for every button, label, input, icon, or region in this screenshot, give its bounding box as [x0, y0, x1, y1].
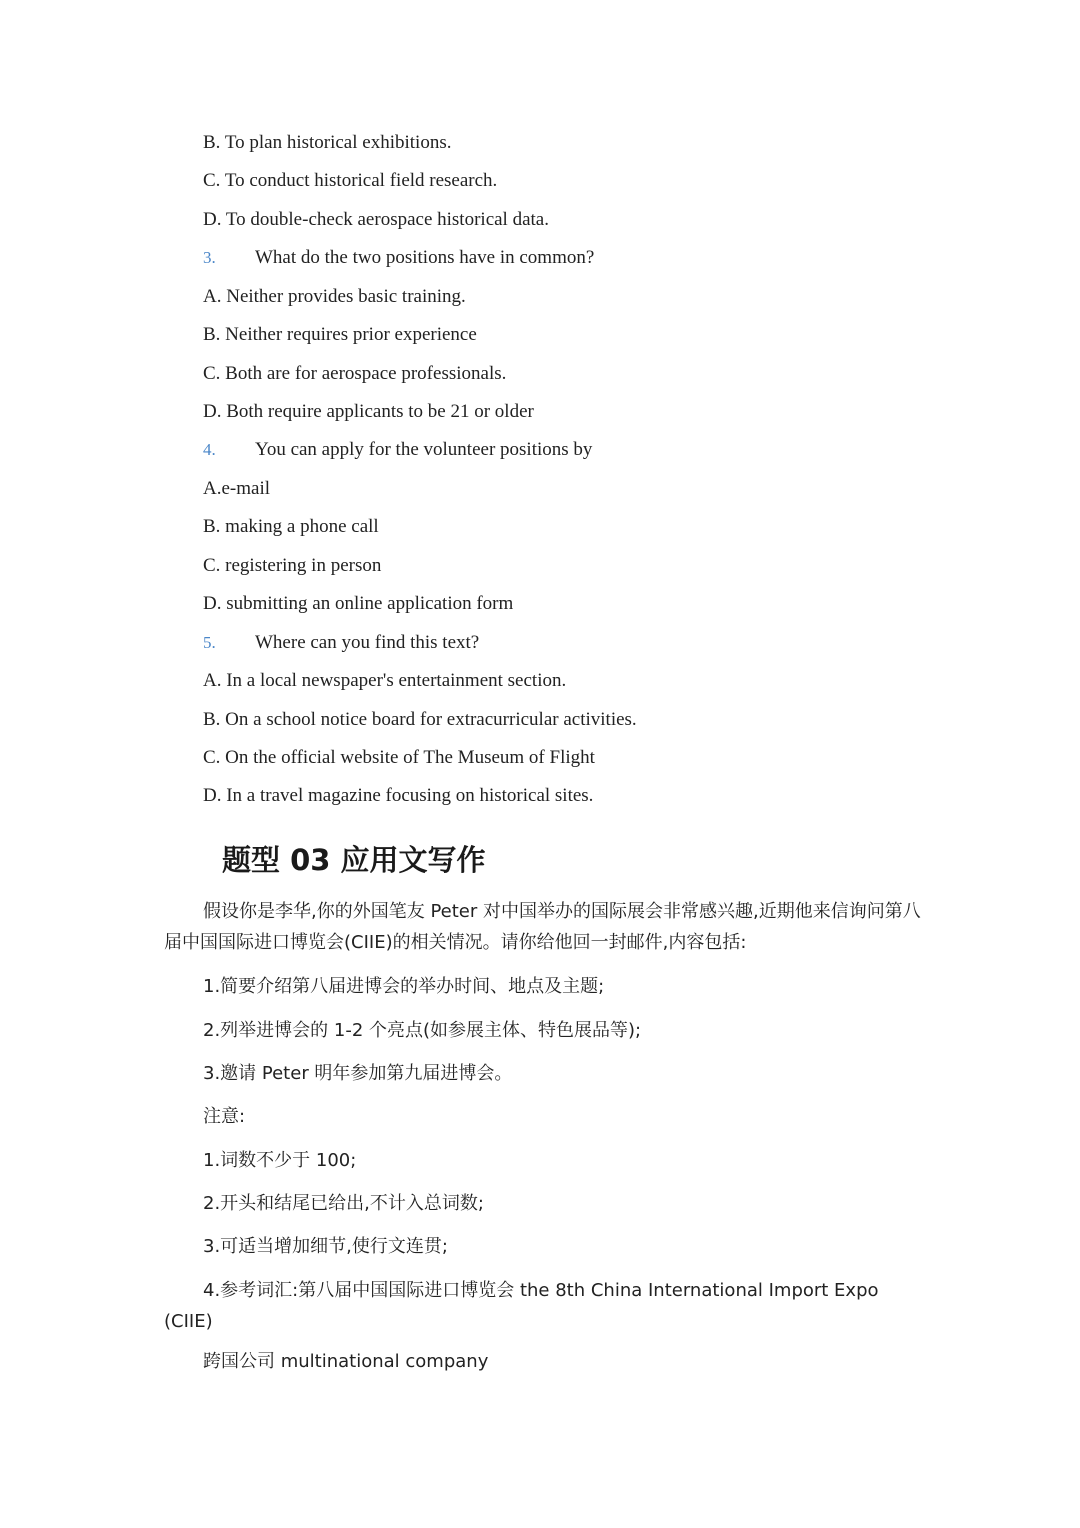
q4-option-d: D. submitting an online application form	[203, 593, 514, 614]
q3-option-b: B. Neither requires prior experience	[203, 324, 477, 345]
q3-question: What do the two positions have in common?	[255, 247, 595, 268]
writing-prompt-intro: 假设你是李华,你的外国笔友 Peter 对中国举办的国际展会非常感兴趣,近期他来信询问第八届中国国际进口博览会(CIIE)的相关情况。请你给他回一封邮件,内容包括:	[164, 901, 921, 953]
note-3: 3.可适当增加细节,使行文连贯;	[203, 1236, 448, 1257]
q4-number: 4.	[203, 440, 216, 459]
q5-option-a: A. In a local newspaper's entertainment section.	[203, 670, 567, 691]
notice-label: 注意:	[203, 1106, 246, 1127]
q2-option-b: B. To plan historical exhibitions.	[203, 132, 452, 153]
q4-option-c: C. registering in person	[203, 555, 382, 576]
vocab-extra: 跨国公司 multinational company	[203, 1351, 489, 1372]
q5-option-b: B. On a school notice board for extracurricular activities.	[203, 709, 637, 730]
q4-question: You can apply for the volunteer positions by	[255, 439, 593, 460]
content-point-2: 2.列举进博会的 1-2 个亮点(如参展主体、特色展品等);	[203, 1020, 642, 1041]
q2-option-c: C. To conduct historical field research.	[203, 170, 498, 191]
q3-option-d: D. Both require applicants to be 21 or older	[203, 401, 534, 422]
q5-option-d: D. In a travel magazine focusing on historical sites.	[203, 785, 594, 806]
note-1: 1.词数不少于 100;	[203, 1150, 357, 1171]
q5-question: Where can you find this text?	[255, 632, 480, 653]
vocab-line-2: (CIIE)	[164, 1311, 213, 1332]
note-2: 2.开头和结尾已给出,不计入总词数;	[203, 1193, 484, 1214]
q3-option-a: A. Neither provides basic training.	[203, 286, 466, 307]
q3-option-c: C. Both are for aerospace professionals.	[203, 363, 507, 384]
q5-option-c: C. On the official website of The Museum of Flight	[203, 747, 595, 768]
vocab-line-1: 4.参考词汇:第八届中国国际进口博览会 the 8th China International Import Expo	[203, 1280, 879, 1301]
q4-option-b: B. making a phone call	[203, 516, 379, 537]
section-heading: 题型 03 应用文写作	[222, 843, 486, 877]
content-point-3: 3.邀请 Peter 明年参加第九届进博会。	[203, 1063, 513, 1084]
q2-option-d: D. To double-check aerospace historical data.	[203, 209, 549, 230]
q5-number: 5.	[203, 633, 216, 652]
q4-option-a: A.e-mail	[203, 478, 271, 499]
q3-number: 3.	[203, 248, 216, 267]
content-point-1: 1.简要介绍第八届进博会的举办时间、地点及主题;	[203, 976, 605, 997]
